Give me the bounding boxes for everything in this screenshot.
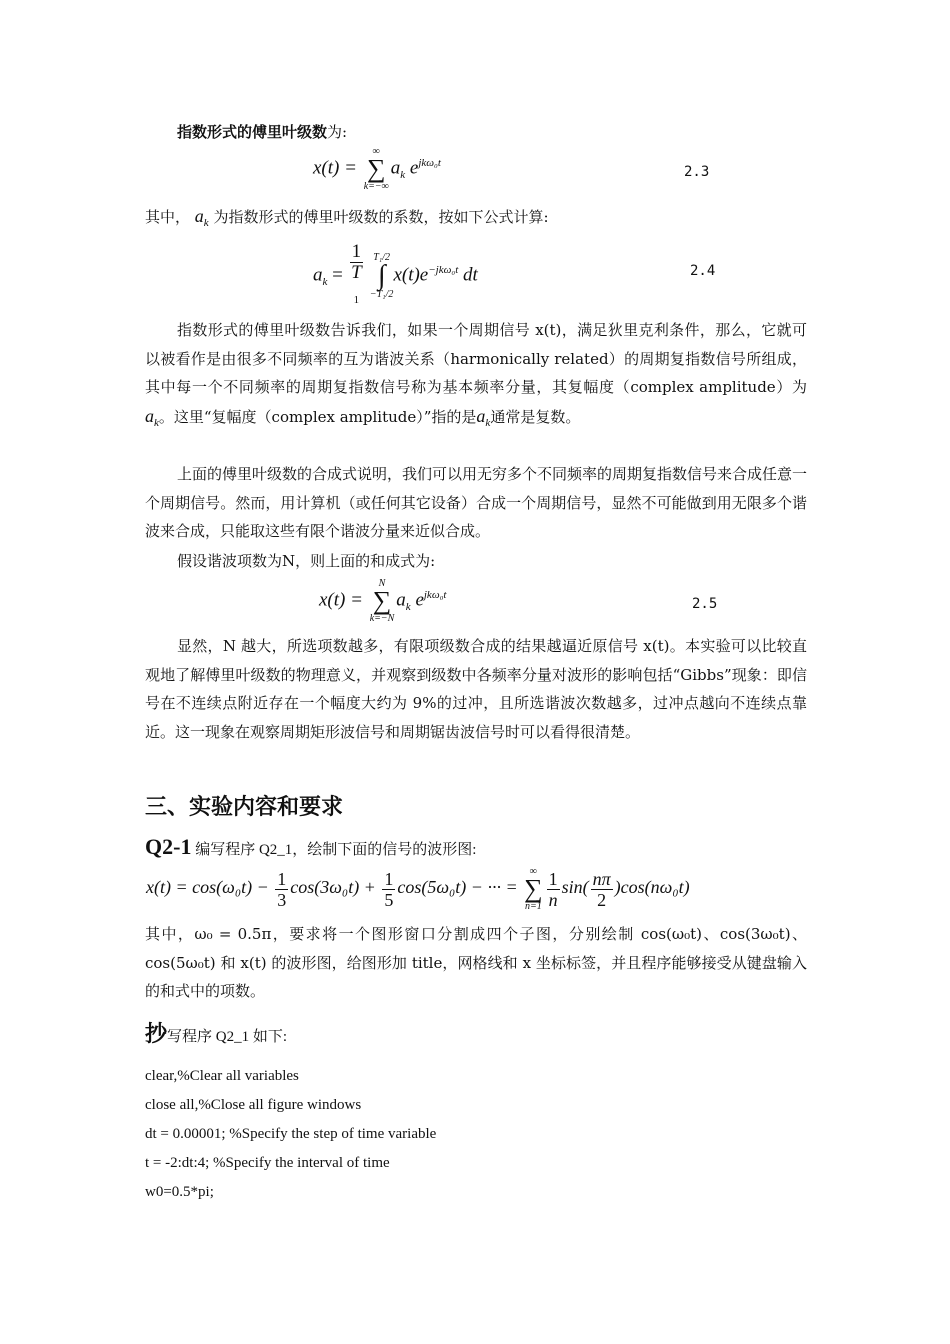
eq23-exp: jkω₀t bbox=[418, 157, 441, 170]
eqq-f1-top: 1 bbox=[277, 868, 287, 889]
eqq-f3-top: 1 bbox=[548, 868, 558, 889]
copy-program-line bbox=[145, 1020, 807, 1052]
intro-heading: 指数形式的傅里叶级数 bbox=[177, 123, 328, 141]
ak-prefix: 其中， bbox=[145, 208, 191, 226]
code-line: dt = 0.00001; %Specify the step of time variable bbox=[145, 1126, 437, 1142]
q2-1-label: Q2-1 bbox=[145, 834, 192, 859]
para3-text: 假设谐波项数为N，则上面的和成式为: bbox=[177, 552, 436, 570]
equation-q2-1: x(t) = cos(ω₀t) − $\frac{1}{3}$ cos(3ω₀t) + $\frac{1}{5}$ cos(5ω₀t) − ··· = ∞ ∑ n=1 $\frac{1}{n}$ sin( $\frac{n\pi}{2}$ )cos(nω₀t) bbox=[146, 866, 690, 912]
intro-heading-suffix: 为: bbox=[327, 123, 348, 141]
eqq-t3: sin( bbox=[561, 877, 589, 898]
eq23-exp-base: e bbox=[409, 157, 419, 179]
para4-text: 显然，N 越大，所选项数越多，有限项级数合成的结果越逼近原信号 x(t)。本实验可以比较直观地了解傅里叶级数的物理意义，并观察到级数中各频率分量对波形的影响包括“Gibbs”现象：即信号在不连续点附近存在一个幅度大约为 9%的过冲，且所选谐波次数越多，过冲点越向不连续点靠近。这一现象在观察周期矩形波信号和周期锯齿波信号时可以看得很清楚。 bbox=[145, 637, 807, 741]
equation-2-4: $a_k$ = 1 T $_1$ T₁/2 ∫ −T₁/2 $x(t)e^{-jk\omega_0t}$ dt bbox=[313, 241, 478, 306]
eqq-f2-bottom: 5 bbox=[384, 889, 394, 910]
para1-ak-sub-1: k bbox=[154, 416, 159, 429]
code-line: close all,%Close all figure windows bbox=[145, 1097, 362, 1113]
eqq-t2: cos(5ω₀t) − ··· = bbox=[397, 877, 518, 898]
eq24-int-top: T₁/2 bbox=[373, 251, 391, 263]
equation-number-2-4: 2.4 bbox=[690, 263, 716, 279]
paragraph-5 bbox=[145, 920, 807, 1006]
eq24-dt: dt bbox=[463, 264, 478, 286]
copy-label-big: 抄 bbox=[145, 1021, 168, 1046]
paragraph-1 bbox=[145, 316, 807, 437]
eq24-exp: −jkω₀t bbox=[428, 263, 459, 276]
intro-line bbox=[145, 118, 807, 147]
ak-suffix: 为指数形式的傅里叶级数的系数，按如下公式计算: bbox=[213, 208, 549, 226]
eq24-lhs-sub: k bbox=[322, 276, 328, 289]
para1-part1: 指数形式的傅里叶级数告诉我们，如果一个周期信号 x(t)，满足狄里克利条件，那么，它就可以被看作是由很多不同频率的互为谐波关系（harmonically related）的周期复指数信号所组成，其中每一个不同频率的周期复指数信号称为基本频率分量，其复幅度（complex amplitude）为 bbox=[145, 321, 807, 396]
section-title: 三、实验内容和要求 bbox=[145, 795, 344, 820]
code-line: t = -2:dt:4; %Specify the interval of time bbox=[145, 1155, 390, 1171]
eqq-f4-bottom: 2 bbox=[597, 889, 607, 910]
equation-number-2-3: 2.3 bbox=[684, 164, 710, 180]
eqq-lhs: x(t) = cos(ω₀t) − bbox=[146, 877, 269, 898]
eqq-f3-bottom: n bbox=[548, 889, 558, 910]
para5-text: 其中，ω₀ = 0.5π，要求将一个图形窗口分割成四个子图，分别绘制 cos(ω₀t)、cos(3ω₀t)、cos(5ω₀t) 和 x(t) 的波形图，给图形加 title，网格线和 x 坐标标签，并且程序能够接受从键盘输入的和式中的项数。 bbox=[145, 925, 807, 1000]
eq23-sum-top: ∞ bbox=[372, 146, 380, 157]
code-line: w0=0.5*pi; bbox=[145, 1184, 214, 1200]
eqq-f4-top: nπ bbox=[592, 868, 611, 889]
eqq-sum-bottom: n=1 bbox=[524, 901, 542, 912]
para1-ak-symbol-1: a bbox=[145, 405, 154, 426]
eq24-int-bottom: −T₁/2 bbox=[369, 288, 394, 300]
eqq-t4: )cos(nω₀t) bbox=[614, 877, 690, 898]
paragraph-4 bbox=[145, 632, 807, 746]
eqq-f1-bottom: 3 bbox=[277, 889, 287, 910]
eq23-lhs: x(t) = bbox=[313, 157, 357, 179]
paragraph-3 bbox=[145, 547, 807, 576]
ak-definition-line bbox=[145, 202, 807, 238]
eq25-sum-top: N bbox=[378, 578, 386, 589]
eq25-exp-base: e bbox=[415, 589, 424, 611]
eq24-frac-top: 1 bbox=[351, 241, 362, 262]
eq23-sum-bottom: k=−∞ bbox=[363, 181, 389, 192]
eq25-sub: k bbox=[405, 601, 411, 614]
eq24-frac-bottom: T bbox=[351, 262, 362, 283]
eq24-frac-bottom-sub: 1 bbox=[353, 293, 360, 306]
ak-symbol: a bbox=[194, 206, 204, 226]
para1-part2: 。这里“复幅度（complex amplitude）”指的是 bbox=[158, 407, 477, 426]
eqq-t1: cos(3ω₀t) + bbox=[290, 877, 376, 898]
equation-2-5: x(t) = N ∑ k=−N $a_k$ $e^{jk\omega_0t}$ bbox=[319, 578, 447, 624]
para2-text: 上面的傅里叶级数的合成式说明，我们可以用无穷多个不同频率的周期复指数信号来合成任意一个周期信号。然而，用计算机（或任何其它设备）合成一个周期信号，显然不可能做到用无限多个谐波来合成，只能取这些有限个谐波分量来近似合成。 bbox=[145, 465, 808, 540]
eq25-sum-bottom: k=−N bbox=[369, 613, 395, 624]
eq24-equals: = bbox=[332, 264, 343, 286]
eq25-lhs: x(t) = bbox=[319, 589, 363, 611]
q2-1-line bbox=[145, 833, 807, 865]
para1-part3: 通常是复数。 bbox=[490, 407, 581, 426]
eqq-sum-top: ∞ bbox=[529, 866, 537, 877]
eq25-term: a bbox=[396, 589, 406, 611]
eq25-exp: jkω₀t bbox=[423, 589, 447, 602]
para1-ak-sub-2: k bbox=[485, 416, 491, 429]
eq23-sub: k bbox=[400, 169, 406, 182]
paragraph-2 bbox=[145, 460, 807, 546]
ak-symbol-sub: k bbox=[203, 217, 209, 229]
equation-2-3: x(t) = ∞ ∑ k=−∞ $a_k$ $e^{jk\omega_0t}$ bbox=[313, 146, 441, 192]
eq24-body: x(t)e bbox=[393, 264, 429, 286]
code-line: clear,%Clear all variables bbox=[145, 1068, 299, 1084]
eq24-lhs: a bbox=[313, 264, 323, 286]
para1-ak-symbol-2: a bbox=[476, 405, 486, 426]
eq23-term: a bbox=[390, 157, 401, 179]
equation-number-2-5: 2.5 bbox=[692, 596, 718, 612]
copy-label-rest: 写程序 Q2_1 如下: bbox=[167, 1029, 288, 1045]
q2-1-text: 编写程序 Q2_1，绘制下面的信号的波形图: bbox=[195, 842, 477, 858]
eqq-f2-top: 1 bbox=[384, 868, 394, 889]
